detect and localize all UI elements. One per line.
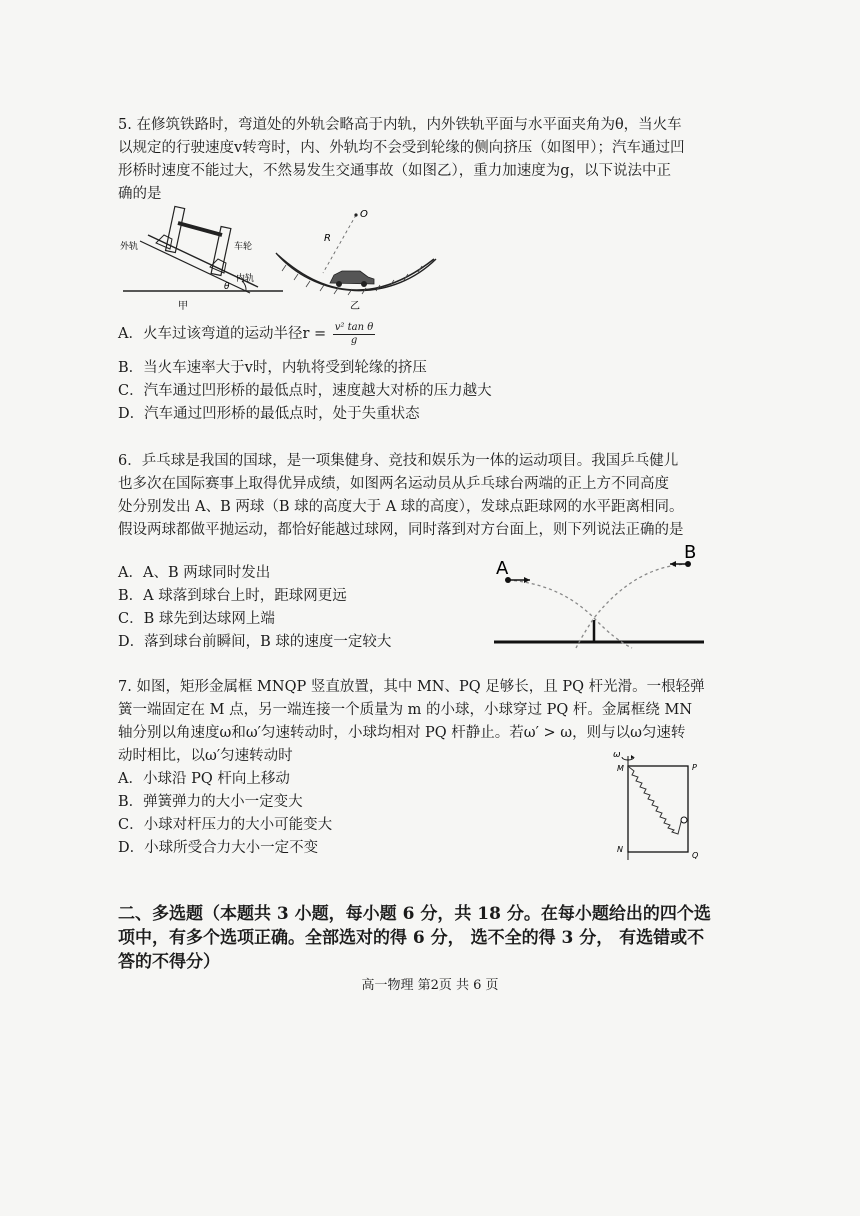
q6-label-A: A [496, 558, 509, 579]
q5-stem-line-1: 5. 在修筑铁路时，弯道处的外轨会略高于内轨，内外铁轨平面与水平面夹角为θ，当火车 [118, 117, 682, 133]
q5-stem-line-3: 形桥时速度不能过大，不然易发生交通事故（如图乙），重力加速度为g，以下说法中正 [118, 163, 672, 179]
q7-figure [612, 748, 712, 864]
q5-label-R: R [324, 233, 331, 244]
q5-label-wheel: 车轮 [234, 242, 253, 252]
q6-stem-line-3: 处分别发出 A、B 两球（B 球的高度大于 A 球的高度），发球点距球网的水平距离相同。 [118, 499, 684, 515]
q5-option-a-text: A．火车过该弯道的运动半径r = [118, 326, 327, 342]
q7-stem-line-2: 簧一端固定在 M 点，另一端连接一个质量为 m 的小球，小球穿过 PQ 杆。金属框绕 MN [118, 702, 693, 718]
q5-stem-line-4: 确的是 [118, 186, 162, 202]
q7-option-a: A．小球沿 PQ 杆向上移动 [118, 771, 290, 787]
q5-option-c: C．汽车通过凹形桥的最低点时，速度越大对桥的压力越大 [118, 383, 492, 399]
q5-option-a-fraction [333, 322, 375, 347]
q5-label-outer-rail: 外轨 [120, 242, 139, 252]
ball-m-icon [681, 817, 687, 823]
q6-option-d: D．落到球台前瞬间，B 球的速度一定较大 [118, 634, 392, 650]
q6-stem-line-1: 6．乒乓球是我国的国球，是一项集健身、竞技和娱乐为一体的运动项目。我国乒乓健儿 [118, 453, 679, 469]
q6-figure [490, 540, 710, 655]
q5-label-O: O [360, 209, 368, 220]
section-2-line-1: 二、多选题（本题共 3 小题，每小题 6 分，共 18 分。在每小题给出的四个选 [118, 904, 711, 924]
q7-option-d: D．小球所受合力大小一定不变 [118, 840, 319, 856]
q7-option-b: B．弹簧弹力的大小一定变大 [118, 794, 303, 810]
q5-label-jia: 甲 [178, 301, 188, 312]
q7-stem-line-1: 7. 如图，矩形金属框 MNQP 竖直放置，其中 MN、PQ 足够长，且 PQ 杆光滑。一根轻弹 [118, 679, 705, 695]
q6-option-c: C．B 球先到达球网上端 [118, 611, 275, 627]
q6-option-a: A．A、B 两球同时发出 [118, 565, 271, 581]
section-2-line-3: 答的不得分） [118, 952, 220, 972]
q7-label-omega: ω [613, 750, 621, 760]
q7-stem-line-4: 动时相比，以ω′匀速转动时 [118, 748, 293, 764]
q7-stem-line-3: 轴分别以角速度ω和ω′匀速转动时，小球均相对 PQ 杆静止。若ω′ > ω，则与以ω匀速转 [118, 725, 686, 741]
spring-icon [629, 767, 682, 834]
q5-option-a-numerator: v² tan θ [334, 321, 374, 333]
q5-label-theta: θ [224, 282, 230, 292]
section-2-line-2: 项中，有多个选项正确。全部选对的得 6 分， 选不全的得 3 分， 有选错或不 [118, 928, 705, 948]
q7-label-P: P [692, 763, 697, 772]
q7-label-Q: Q [692, 851, 699, 860]
q5-option-d: D．汽车通过凹形桥的最低点时，处于失重状态 [118, 406, 420, 422]
car-icon [330, 271, 374, 287]
q5-option-a [118, 318, 375, 350]
q7-option-c: C．小球对杆压力的大小可能变大 [118, 817, 333, 833]
page-footer: 高一物理 第2页 共 6 页 [361, 978, 499, 993]
q5-option-b: B．当火车速率大于v时，内轨将受到轮缘的挤压 [118, 360, 427, 376]
q5-stem-line-2: 以规定的行驶速度v转弯时，内、外轨均不会受到轮缘的侧向挤压（如图甲）；汽车通过凹 [118, 140, 685, 156]
q5-label-inner-rail: 内轨 [236, 274, 255, 284]
q5-option-a-denominator: g [350, 334, 358, 346]
q6-stem-line-4: 假设两球都做平抛运动，都恰好能越过球网，同时落到对方台面上，则下列说法正确的是 [118, 522, 684, 538]
q5-figure [118, 205, 448, 315]
q5-label-yi: 乙 [350, 301, 360, 312]
q7-label-M: M [617, 764, 624, 773]
q6-option-b: B．A 球落到球台上时，距球网更远 [118, 588, 347, 604]
q6-label-B: B [684, 542, 697, 563]
q7-label-N: N [617, 845, 623, 854]
q6-stem-line-2: 也多次在国际赛事上取得优异成绩，如图两名运动员从乒乓球台两端的正上方不同高度 [118, 476, 669, 492]
